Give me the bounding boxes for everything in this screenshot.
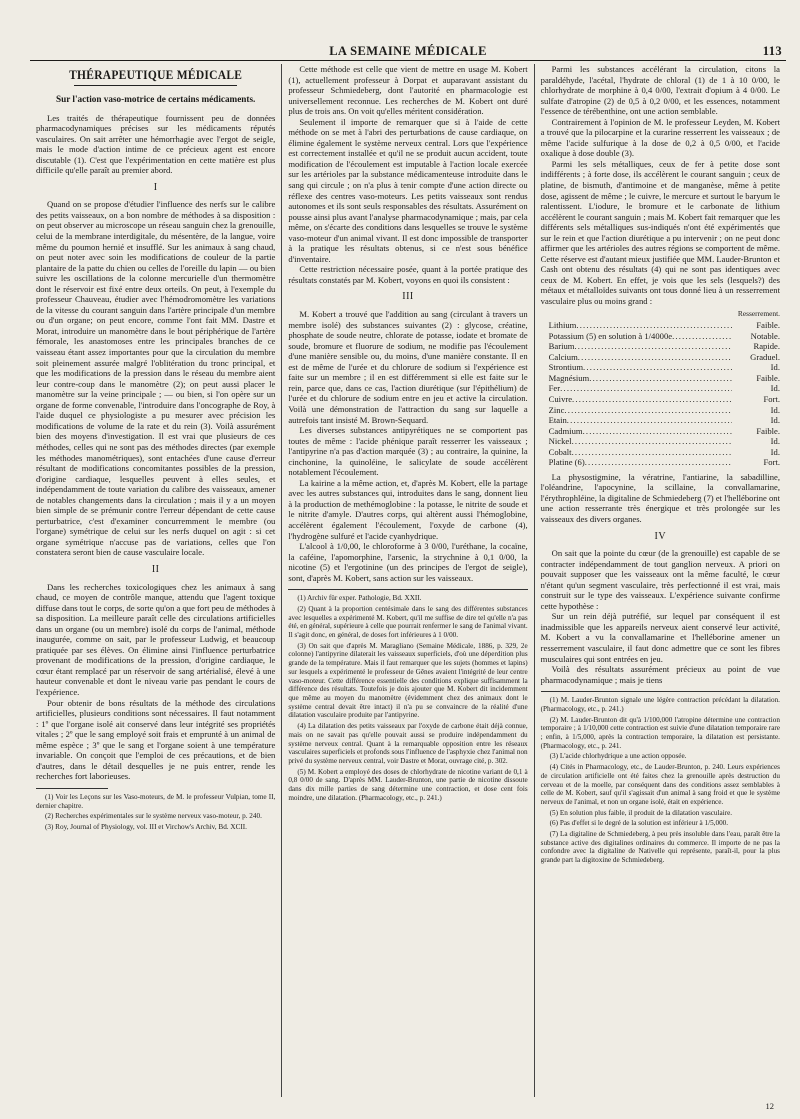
effect: Id. (770, 415, 780, 426)
table-row (541, 405, 780, 416)
footnote: (2) Recherches expérimentales sur le système nerveux vaso-moteur, p. 240. (45, 812, 262, 821)
section-numeral: III (402, 291, 414, 303)
footnote: (1) Voir les Leçons sur les Vaso-moteurs, de M. le professeur Vulpian, tome II, dernier chapitre. (36, 792, 276, 810)
footnote: (5) En solution plus faible, il produit de la dilatation vasculaire. (549, 808, 733, 817)
paragraph: Les diverses substances antipyrétiques ne se comportent pas toutes de même : l'acide phénique paraît resserrer les vaisseaux ; l'antipyrine n'a pas d'action marquée (3) ; au contraire, la quinine, la cinchonine, la quinoléine, le salicylate de soude accélèrent notablement l'écoulement. (288, 425, 528, 478)
metal-name: Calcium (548, 351, 578, 362)
footnote: (5) M. Kobert a employé des doses de chlorhydrate de nicotine variant de 0,1 à 0,8 0/00 de sang. D'après MM. Lauder-Brunton, une partie de nicotine dissoute dans dix mille parties de sang détermine une contraction, et dose cent fois moindre, une dilatation. (Pharmacology, etc., p. 241.) (288, 767, 528, 802)
paragraph: L'alcool à 1/0,00, le chloroforme à 3 0/00, l'uréthane, la cocaïne, la caféine, l'apomorphine, l'arsenic, la strychnine à 0,1 0/00, la nicotine (5) et l'ergotinine (un des principes de l'ergot de seigle), sont, d'après M. Kobert, sans action sur les vaisseaux. (288, 541, 528, 583)
section-numeral: II (151, 563, 160, 575)
table-row (541, 331, 780, 342)
effect: Fort. (763, 457, 780, 468)
column-1 (30, 64, 281, 1097)
table-row (541, 362, 780, 373)
paragraph: Quand on se propose d'étudier l'influence des nerfs sur le calibre des petits vaisseaux, on a bon nombre de méthodes à sa disposition : on peut observer au microscope un réseau sanguin chez la grenouille, celui de la membrane interdigitale, du mésentère, de la langue, voire même du poumon hernié et insufflé. Sur les animaux à sang chaud, on peut noter avec soin les modifications de couleur de la partie plantaire de la patte du chien ou celles de l'oreille du lapin — ou bien suivre les oscillations de la colonne mercurielle d'un thermomètre dont le réservoir est fixé entre deux orteils. On peut, à l'exemple du professeur Chauveau, étudier avec l'hémodromomètre les variations de la vitesse du courant sanguin dans l'artère principale d'un membre ou d'un organe; on peut encore, comme l'ont fait MM. Dastre et Morat, introduire un manomètre dans le bout périphérique de l'artère fémorale, les anastomoses entre les principales branches de ce vaisseau étant assez importantes pour que la circulation du membre soit pleinement assurée malgré l'oblitération du tronc principal, et que les modifications de la pression dans le réseau du membre aient leur contre-coup dans le manomètre (2); on peut aussi placer le manomètre sur la veine principale ; — ou bien, si l'on opère sur un organe de forme convenable, l'introduire dans l'oncographe de Roy, à l'aide duquel ce physiologiste a pu mesurer avec précision les modifications de volume de la rate et du rein (3). Voilà assurément bien des moyens d'investigation. Il est vrai que plusieurs de ces méthodes, celles qui ne sont pas des méthodes directes (par exemple les méthodes manométriques), sont entachées d'une cause d'erreur résultant de modifications concomitantes possibles de la pression, d'origine cardiaque, lesquelles peuvent à elles seules, et indépendamment de toute variation du calibre des vaisseaux, amener de notables changements dans la circulation ; mais il y a un moyen bien simple de se prémunir contre l'erreur dépendant de cette cause perturbatrice, c'est d'examiner concurremment le membre (ou l'organe) symétrique de celui sur les nerfs duquel on agit : si cet organe symétrique n'accuse pas de variations, celles que l'on constatera seront bien de cause vasculaire locale. (36, 199, 276, 558)
paragraph: Parmi les sels métalliques, ceux de fer à petite dose sont indifférents ; à forte dose, ils accélèrent le courant sanguin ; ceux de platine, de bismuth, d'antimoine et de manganèse, même à petite dose, agissent de même ; le cuivre, le mercure et surtout le baryum le ralentissent. L'iodure, le bromure et le carbonate de lithium accélèrent le courant sanguin ; mais M. Kobert fait remarquer que les différents sels métalliques sus-indiqués n'ont été expérimentés que sur le rein et que l'action diurétique a pu intervenir ; on ne peut donc affirmer que les artérioles des autres régions se comportent de même. Cette réserve est d'autant mieux justifiée que MM. Lauder-Brunton et Cash ont obtenu des résultats (4) qui ne sont pas identiques avec ceux de M. Kobert. En effet, je vois que les sels (lesquels?) des métaux et métalloïdes suivants ont tous donné lieu à un resserrement vasculaire plus ou moins grand : (540, 158, 780, 307)
paragraph: Cette méthode est celle que vient de mettre en usage M. Kobert (1), actuellement professeur à Dorpat et auparavant assistant du professeur Schmiedeberg, dont l'autorité en pharmacologie est universellement reconnue. Les recherches de M. Kobert ont duré plus de trois ans. On voit qu'elles méritent considération. (288, 64, 528, 117)
paragraph: M. Kobert a trouvé que l'addition au sang (circulant à travers un membre isolé) des substances suivantes (2) : glycose, créatine, phosphate de soude neutre, chlorate de potasse, iodate et bromate de soude, bromure et fluorure de sodium, ne modifie pas l'écoulement d'une manière sensible ou, du moins, d'une manière constante. Il en est de même de l'urée et du chlorure de sodium si l'expérience est faite sur un membre ; il en est différemment si elle est faite sur le rein, parce que, dans ce cas, l'action diurétique (sur l'épithélium) de l'urée et du chlorure de sodium entre en jeu et active la circulation. Voilà une démonstration de l'attraction du sang sur laquelle a autrefois tant insisté M. Brown-Sequard. (288, 309, 528, 425)
effect: Graduel. (750, 351, 780, 362)
paragraph: Pour obtenir de bons résultats de la méthode des circulations artificielles, plusieurs conditions sont nécessaires. Il faut notamment : 1º que l'organe isolé ait conservé dans leur intégrité ses propriétés vitales ; 2º que le sang employé soit frais et emprunté à un animal de même espèce ; 3º que le sang et l'organe soient à une température invariable. On conçoit que l'emploi de ces précautions, et de bien d'autres, dans le détail desquelles je ne puis entrer, rende les recherches fort laborieuses. (36, 697, 276, 782)
article-subtitle: Sur l'action vaso-motrice de certains médicaments. (55, 93, 256, 104)
footnote: (3) Roy, Journal of Physiology, vol. III et Virchow's Archiv, Bd. XCII. (45, 823, 247, 832)
metal-name: Potassium (5) en solution à 1/4000e (548, 330, 673, 341)
section-title: THÉRAPEUTIQUE MÉDICALE (69, 68, 243, 82)
paragraph: Cette restriction nécessaire posée, quant à la portée pratique des résultats constatés par M. Kobert, voyons en quoi ils consistent : (288, 264, 528, 285)
table-row (541, 447, 780, 458)
effect: Rapide. (753, 341, 780, 352)
footnote: (1) Archiv für exper. Pathologie, Bd. XXII. (297, 594, 422, 603)
table-row (541, 341, 780, 352)
signature-mark: 12 (765, 1101, 774, 1111)
metal-name: Nickel (548, 436, 572, 447)
column-2 (281, 64, 533, 1097)
metal-name: Lithium (548, 320, 577, 331)
footnote-rule (541, 691, 780, 692)
footnote: (3) L'acide chlorhydrique a une action opposée. (549, 752, 687, 761)
metal-name: Magnésium (548, 372, 590, 383)
table-row (541, 415, 780, 426)
footnote: (2) Quant à la proportion centésimale dans le sang des différentes substances avec lesquelles a expérimenté M. Kobert, qu'il me suffise de dire tel qu'elle n'a pas été, en général, supérieure à celle que pourrait renfermer le sang de l'animal vivant. Il s'agit donc, en général, de doses fort inférieures à 1 0/00. (288, 604, 528, 640)
table-row (541, 457, 780, 468)
journal-title: LA SEMAINE MÉDICALE (329, 44, 487, 58)
effect: Faible. (756, 372, 780, 383)
metal-name: Cadmium (548, 425, 583, 436)
header-rule (30, 60, 786, 61)
footnote-rule (36, 788, 108, 789)
paragraph: On sait que la pointe du cœur (de la grenouille) est capable de se contracter indépendamment de tout ganglion nerveux. A priori on pouvait supposer que les vaisseaux ont la même faculté, le cœur n'étant qu'un segment vasculaire, très perfectionné il est vrai, mais construit sur le type des vaisseaux. L'expérience suivante confirme cette hypothèse : (540, 548, 780, 611)
paragraph: Parmi les substances accélérant la circulation, citons la paraldéhyde, l'acétal, l'hydrate de chloral (1) de 1 à 10 0/00, le chlorhydrate de morphine à 0,4 0/00, l'extrait d'opium à 4 0/00. Le sulfate d'atropine (2) de 0,5 à 0,2 0/00, et les essences, notamment l'essence de térébenthine, ont une action semblable. (540, 64, 780, 117)
metal-name: Etain (548, 415, 567, 426)
table-header: Resserrement. (737, 308, 780, 318)
paragraph: La kairine a la même action, et, d'après M. Kobert, elle la partage avec les autres substances qui, introduites dans le sang, donnent lieu à la production de methémoglobine : la potasse, le nitrite de soude et le nitrite d'amyle. D'autres corps, qui altèrent aussi l'hémoglobine, accélèrent également l'écoulement, l'oxyde de carbone (4), l'hydrogène sulfuré et l'acide cyanhydrique. (288, 477, 528, 541)
effect: Notable. (750, 330, 780, 341)
footnote: (4) La dilatation des petits vaisseaux par l'oxyde de carbone était déjà connue, mais on ne savait pas qu'elle pouvait aussi se produire indépendamment du système nerveux central. Quant à la remarquable opposition entre les réseaux vasculaires superficiels et profonds sous l'influence de l'asphyxie chez l'animal non privé du système nerveux central, voir Dastre et Morat, ouvrage cité, p. 302. (288, 722, 528, 765)
paragraph: Seulement il importe de remarquer que si à l'aide de cette méthode on se met à l'abri des perturbations de cause cardiaque, on élimine également le système nerveux central. Lors que l'expérience est correctement installée et qu'il ne se produit aucun accident, toute modification de l'écoulement est imputable à l'action locale exercée sur les artérioles par la substance médicamenteuse introduite dans le sang qui circule ; on n'a plus à tenir compte d'une action directe ou réflexe des centres vaso-moteurs. Les petits vaisseaux sont rendus autonomes et ils sont seuls responsables des résultats. Assurément on pousse ainsi plus avant l'analyse pharmacodynamique ; mais, par cela même, on s'écarte des conditions dans lesquelles se trouve le système vaso-moteur d'un animal vivant. Il est donc impossible de transporter à la pratique les résultats obtenus, si ce n'est sous bénéfice d'inventaire. (288, 116, 528, 264)
effect: Faible. (756, 425, 780, 436)
footnote-rule (288, 589, 527, 590)
columns (30, 64, 786, 1097)
footnote: (1) M. Lauder-Brunton signale une légère contraction précédant la dilatation. (Pharmacology, etc., p. 241.) (540, 696, 780, 713)
effect: Fort. (763, 393, 780, 404)
metal-name: Platine (6) (548, 457, 585, 468)
effect: Id. (770, 383, 780, 394)
paragraph: Dans les recherches toxicologiques chez les animaux à sang chaud, ce moyen de contrôle manque, attendu que l'agent toxique diffuse dans tout le corps, de sorte qu'on a que fort peu de méthodes à sa disposition. La meilleure paraît celle des circulations artificielles dans un organe (ou un membre) isolé du corps de l'animal, méthode inaugurée, comme on sait, par le professeur Ludwig, et beaucoup pratiquée par ses élèves. On élimine ainsi l'influence perturbatrice provenant de modifications de la pression, d'origine cardiaque, le cœur étant remplacé par un réservoir de sang artérialisé, élevé à une hauteur convenable et dont le niveau varie pas pendant le cours de l'expérience. (36, 581, 276, 697)
paragraph: Sur un rein déjà putréfié, sur lequel par conséquent il est inadmissible que les appareils nerveux aient conservé leur activité, M. Kobert a vu la convallamarine et l'helléborine amener un resserrement vasculaire, il faut donc admettre que ce sont les fibres musculaires qui sont entrées en jeu. (540, 611, 780, 664)
table-row (541, 373, 780, 384)
metal-name: Zinc (548, 404, 565, 415)
paragraph: Contrairement à l'opinion de M. le professeur Leyden, M. Kobert a trouvé que la pilocarpine et la curarine resserrent les vaisseaux ; de même l'acide sulfurique à la dose de 0,2 à 0,5 0/00, et l'acide oxalique à dose double (3). (540, 116, 780, 159)
footnote: (7) La digitaline de Schmiedeberg, à peu près insoluble dans l'eau, paraît être la substance active des digitalines ordinaires du commerce. Il importe de ne pas la confondre avec la digitaline de Nativelle qui représente, paraît-il, pour la plus grande part la digitoxine de Schmiedeberg. (540, 830, 780, 865)
effect: Id. (770, 436, 780, 447)
table-row (541, 383, 780, 394)
metal-name: Cuivre (548, 393, 573, 404)
table-row (541, 426, 780, 437)
effect: Id. (770, 446, 780, 457)
footnote: (6) Pas d'effet si le degré de la solution est inférieur à 1/5,000. (549, 819, 729, 828)
table-row (541, 352, 780, 363)
page-number: 113 (762, 44, 782, 58)
metal-name: Barium (548, 341, 575, 352)
table-row (541, 320, 780, 331)
title-rule (74, 85, 237, 86)
paragraph: La physostigmine, la vératrine, l'antiarine, la sabadilline, l'oléandrine, l'apocynine, la scillaine, la convallamarine, l'érythrophléine, la digitaline de Schmiedeberg (7) et l'helléborine ont une action resserrante très énergique et très prolongée sur les vaisseaux des divers organes. (540, 471, 780, 524)
paragraph: Les traités de thérapeutique fournissent peu de données pharmacodynamiques précises sur les médicaments réputés vasculaires. On sait arrêter une hémorrhagie avec l'ergot de seigle, mais le mode d'action intime de ce précieux agent est encore discutable (1). C'est que l'expérimentation en cette matière est plus difficile qu'elle paraît au premier abord. (36, 112, 276, 176)
section-numeral: I (153, 181, 158, 193)
running-head (30, 44, 786, 60)
effect: Faible. (756, 320, 780, 331)
footnote: (3) On sait que d'après M. Maragliano (Semaine Médicale, 1886, p. 329, 2e colonne) l'antipyrine dilaterait les vaisseaux superficiels, d'où une déperdition plus grande de la température. Mais il faut remarquer que les sujets (hommes et lapins) sur lesquels a expérimenté le professeur de Gênes avaient l'intégrité de leur centre vaso-moteur. Cette différence essentielle des conditions explique suffisamment la différence des résultats. Toutefois je dois ajouter que M. Kobert dit incidemment que même au moyen du manomètre (évidemment chez des animaux dont le système central devait être intact) il n'a pu se convaincre de la réalité d'une dilatation vasculaire produite par l'antipyrine. (288, 641, 528, 720)
table-row (541, 436, 780, 447)
metal-name: Fer (548, 383, 561, 394)
metal-name: Cobalt (548, 446, 572, 457)
metal-name: Strontium (548, 362, 584, 373)
footnote: (2) M. Lauder-Brunton dit qu'à 1/100,000 l'atropine détermine une contraction temporaire ; à 1/10,000 cette contraction est suivie d'une dilatation temporaire rare ; enfin, à 1/5,000, après la contraction temporaire, la dilatation est persistante. (Pharmacology, etc., p. 241. (540, 715, 780, 750)
column-3 (534, 64, 786, 1097)
paragraph: Voilà des résultats assurément précieux au point de vue pharmacodynamique ; mais je tiens (540, 664, 780, 685)
section-numeral: IV (654, 530, 667, 542)
effect: Id. (770, 404, 780, 415)
effect: Id. (770, 362, 780, 373)
table-row (541, 394, 780, 405)
footnote: (4) Cités in Pharmacology, etc., de Lauder-Brunton, p. 240. Leurs expériences de circulation artificielle ont été faites chez la grenouille après destruction du cerveau et de la moelle, par conséquent dans des conditions assez semblables à celle de M. Kobert, sauf qu'il s'agissait d'un animal à sang froid et que le système nerveux de l'animal, et non un organe isolé, était en expérience. (540, 763, 780, 806)
constriction-table (541, 309, 780, 468)
